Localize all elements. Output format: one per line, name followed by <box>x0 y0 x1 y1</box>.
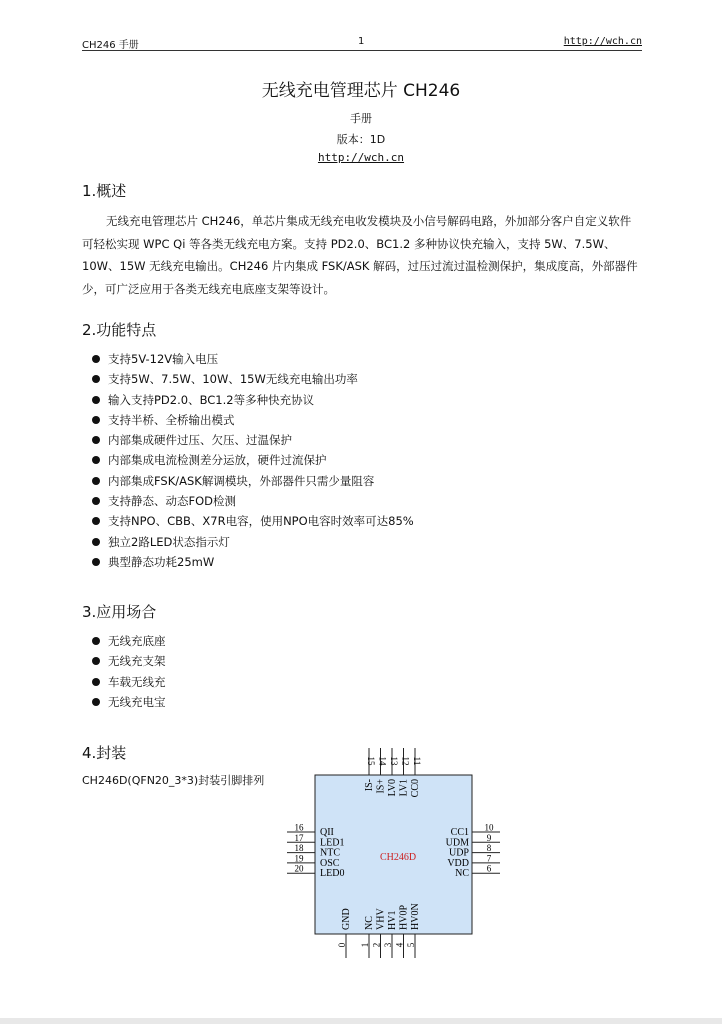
pin-number: 19 <box>294 853 304 864</box>
pin-number: 12 <box>400 756 411 766</box>
pin-name: LED1 <box>320 837 345 849</box>
pin-name: IS+ <box>375 779 387 794</box>
pin-name: UDM <box>445 837 469 849</box>
pin-name: OSC <box>320 857 340 869</box>
pin-name: GND <box>341 908 352 930</box>
application-item-text: 无线充支架 <box>108 654 166 669</box>
pin-name: VHV <box>375 908 387 930</box>
heading-features: 2.功能特点 <box>82 321 157 339</box>
pin-name: HV0P <box>398 904 410 930</box>
pin-name: UDP <box>448 847 469 859</box>
header-page-number: 1 <box>358 36 365 47</box>
pin-name: LED0 <box>320 868 345 880</box>
feature-item-text: 支持半桥、全桥输出模式 <box>108 412 235 427</box>
heading-package: 4.封装 <box>82 744 127 762</box>
chip-name: CH246D <box>379 852 417 863</box>
feature-item-text: 内部集成FSK/ASK解调模块，外部器件只需少量阻容 <box>108 473 375 488</box>
pin-name: CC1 <box>450 827 469 838</box>
pin-number: 1 <box>360 942 370 948</box>
pin-name: IS- <box>364 779 375 792</box>
pin-name: LV1 <box>398 779 410 797</box>
heading-overview: 1.概述 <box>82 182 127 200</box>
header-doc-name: CH246 手册 <box>82 40 139 51</box>
pin-number: 17 <box>294 832 304 843</box>
pin-number: 11 <box>412 756 422 766</box>
pin-number: 8 <box>486 843 492 854</box>
pin-number: 10 <box>484 822 494 833</box>
header-url-link[interactable]: http://wch.cn <box>563 36 642 47</box>
pin-name: NTC <box>320 847 340 859</box>
subtitle-version: 版本：1D <box>336 133 386 146</box>
pin-name: HV1 <box>387 910 398 930</box>
feature-item-text: 支持静态、动态FOD检测 <box>108 494 237 509</box>
pin-number: 15 <box>366 756 376 766</box>
footer-bar <box>0 1018 722 1024</box>
pin-number: 2 <box>371 942 382 948</box>
pin-number: 20 <box>294 863 304 874</box>
feature-item-text: 典型静态功耗25mW <box>108 554 215 569</box>
pin-number: 16 <box>294 822 304 833</box>
pin-name: NC <box>455 868 469 880</box>
pin-name: VDD <box>447 857 469 869</box>
pin-number: 4 <box>394 942 405 948</box>
pin-number: 3 <box>383 942 393 948</box>
pin-number: 18 <box>294 843 304 854</box>
pin-number: 5 <box>406 942 416 948</box>
pin-name: NC <box>364 916 375 930</box>
subtitle-url-link[interactable]: http://wch.cn <box>317 151 405 164</box>
pin-number: 9 <box>486 832 492 843</box>
heading-applications: 3.应用场合 <box>82 603 157 621</box>
feature-item-text: 支持5W、7.5W、10W、15W无线充电输出功率 <box>108 372 358 387</box>
pin-name: CC0 <box>410 779 421 798</box>
overview-paragraph: 无线充电管理芯片 CH246，单芯片集成无线充电收发模块及小信号解码电路，外加部分客户自定义软件可轻松实现 WPC Qi 等各类无线充电方案。支持 PD2.0、BC1.2 多种协议快充输入，支持 5W、7.5W、10W、15W 无线充电输出。CH246 片内集成 FSK/ASK 解码，过压过流过温检测保护，集成度高，外部器件少，可广泛应用于各类无线充电底座支架等设计。 <box>82 214 638 296</box>
pin-number: 13 <box>389 756 399 766</box>
pin-name: LV0 <box>387 779 398 797</box>
feature-item-text: 支持NPO、CBB、X7R电容，使用NPO电容时效率可达85% <box>108 514 414 529</box>
package-label: CH246D(QFN20_3*3)封装引脚排列 <box>82 774 265 787</box>
subtitle-manual: 手册 <box>350 112 372 125</box>
pin-number: 7 <box>486 853 492 864</box>
application-item-text: 车载无线充 <box>108 674 166 689</box>
pin-number: 6 <box>486 863 492 874</box>
feature-item-text: 输入支持PD2.0、BC1.2等多种快充协议 <box>108 392 315 407</box>
feature-item-text: 独立2路LED状态指示灯 <box>108 534 230 549</box>
feature-item-text: 支持5V-12V输入电压 <box>108 352 219 366</box>
application-item-text: 无线充电宝 <box>108 694 166 709</box>
feature-item-text: 内部集成硬件过压、欠压、过温保护 <box>108 433 292 448</box>
application-item-text: 无线充底座 <box>108 634 166 648</box>
pin-number: 0 <box>337 942 347 948</box>
feature-item-text: 内部集成电流检测差分运放，硬件过流保护 <box>108 453 327 468</box>
pin-name: QII <box>320 827 334 838</box>
pin-name: HV0N <box>410 903 421 930</box>
pin-number: 14 <box>377 756 388 766</box>
document-title: 无线充电管理芯片 CH246 <box>261 81 461 101</box>
